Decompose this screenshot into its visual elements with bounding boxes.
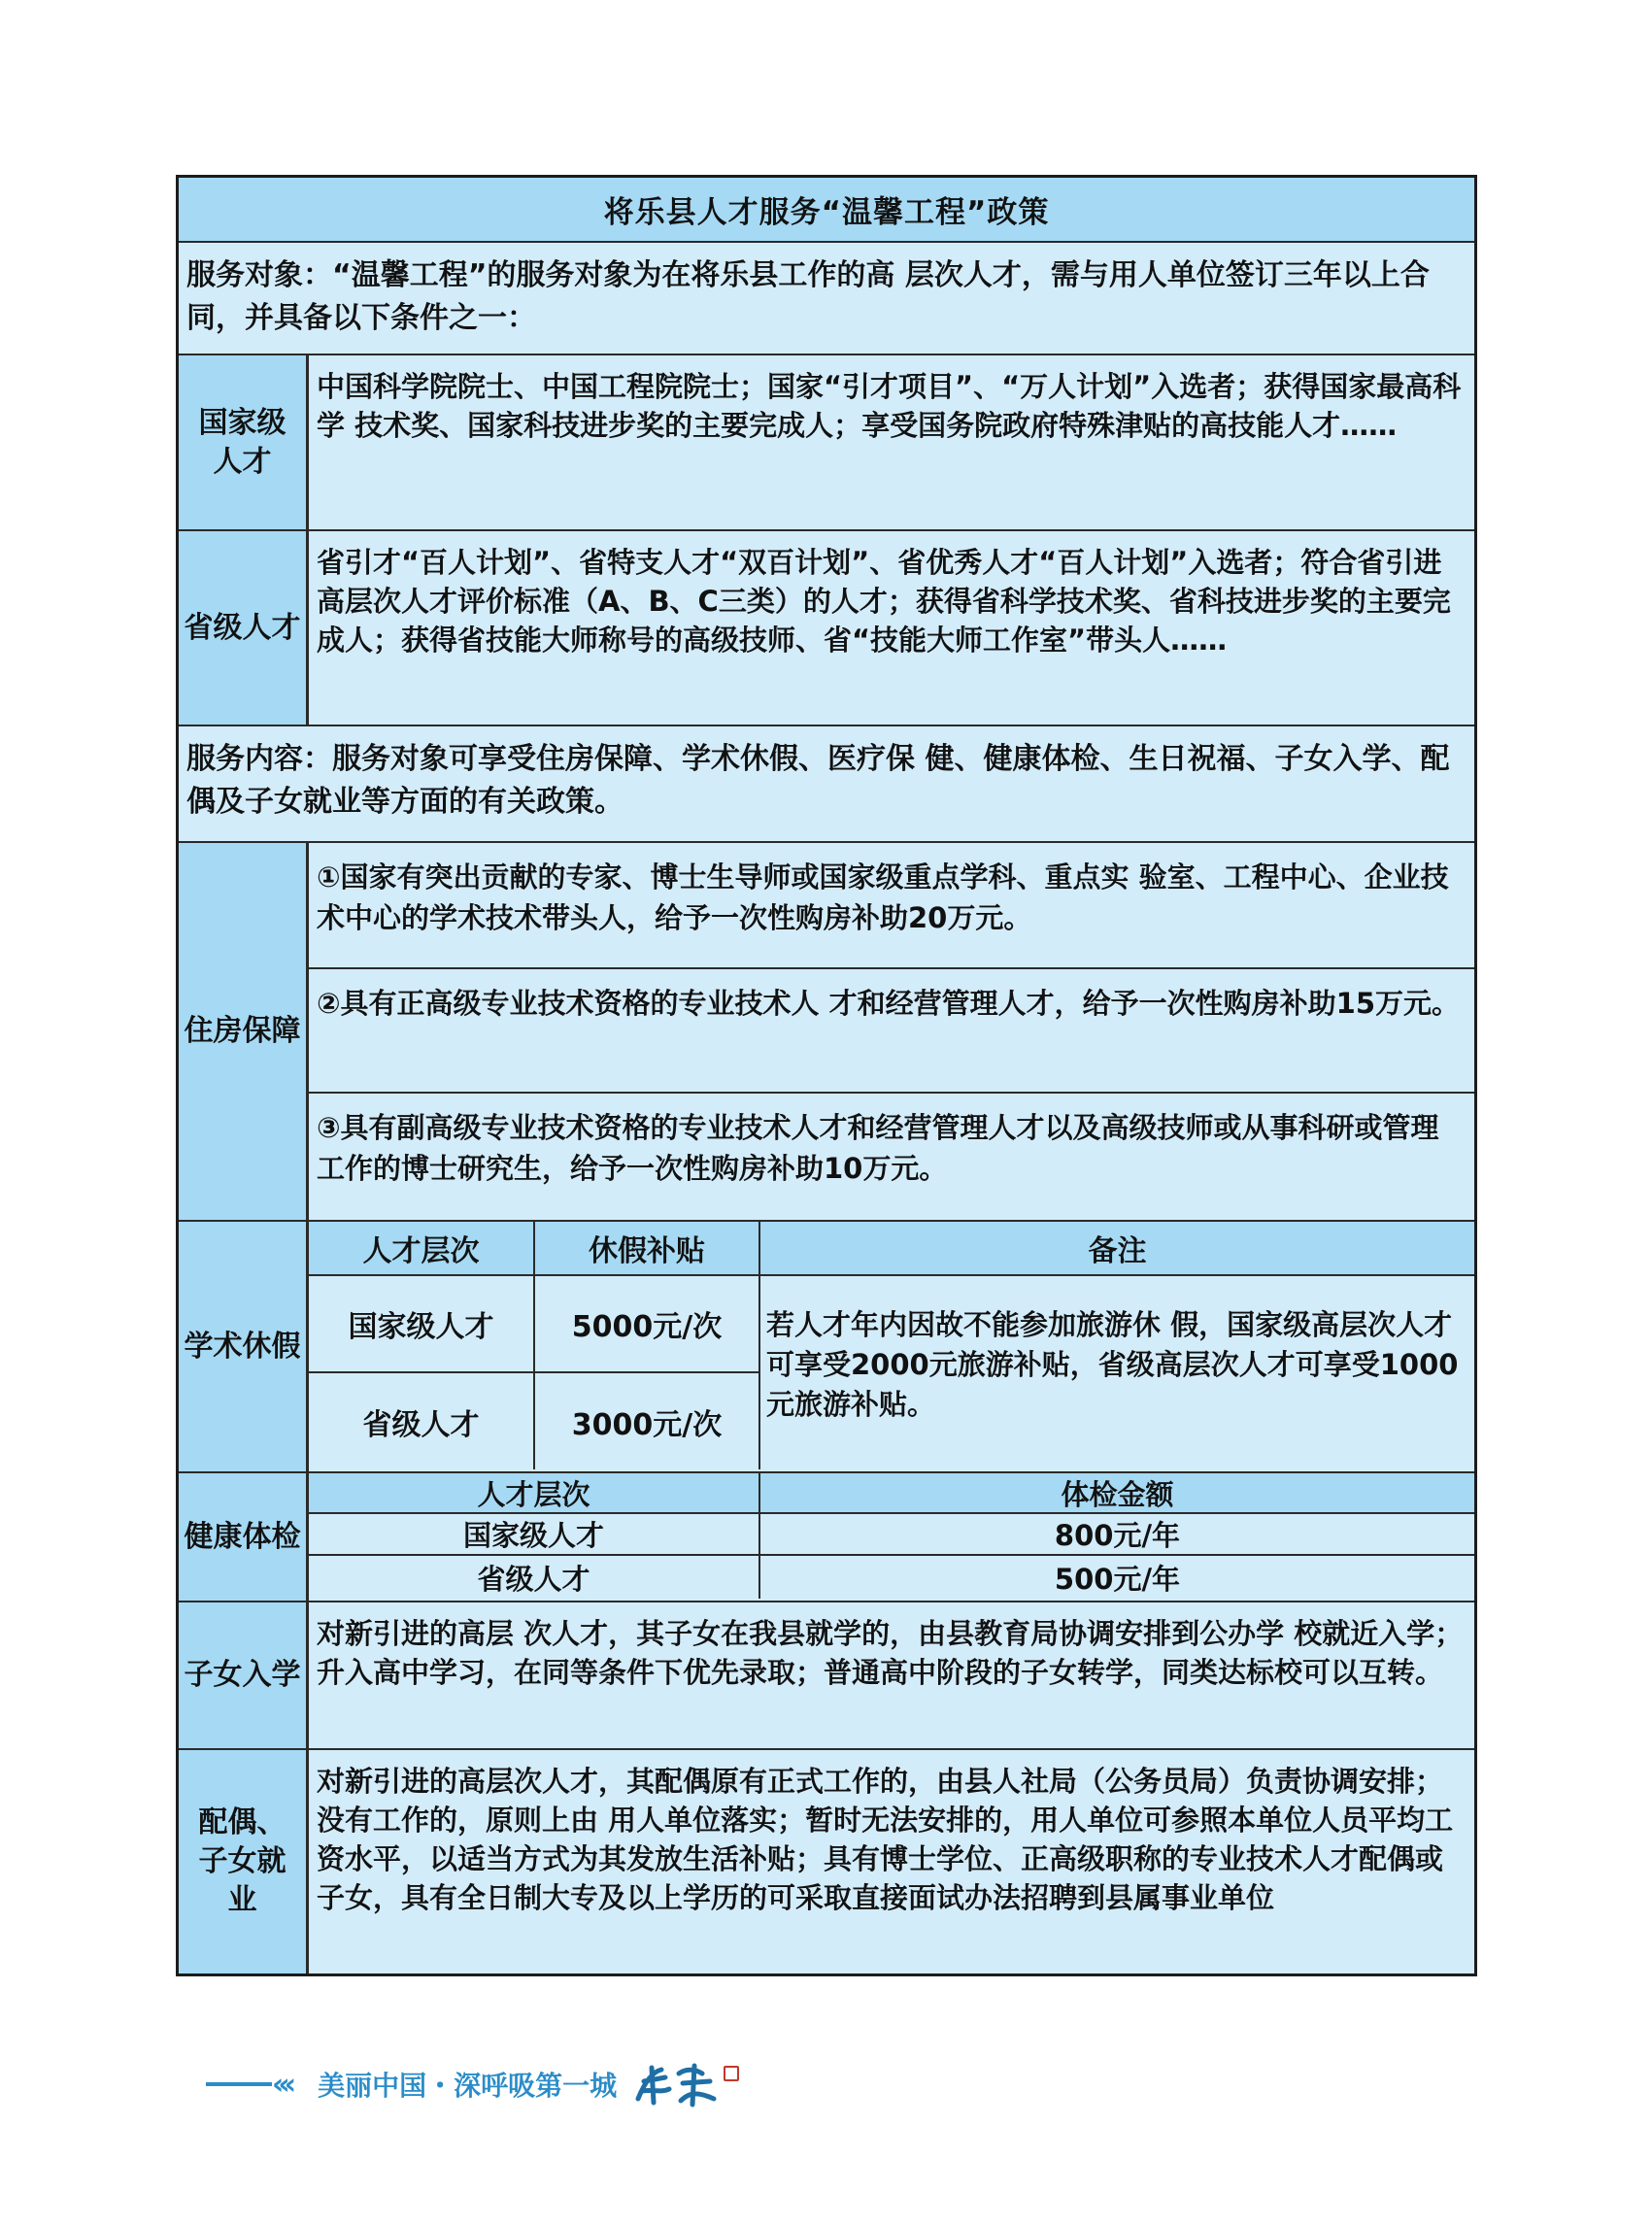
sabbatical-cell: 5000元/次	[535, 1276, 760, 1373]
children-text: 对新引进的高层 次人才，其子女在我县就学的，由县教育局协调安排到公办学 校就近入学；升入高中学习，在同等条件下优先录取；普通高中阶段的子女转学，同类达标校可以互转。	[317, 1617, 1464, 1689]
provincial-talent-label: 省级人才	[179, 531, 309, 725]
provincial-talent-row	[179, 531, 1474, 726]
sabbatical-header: 备注	[760, 1222, 1474, 1276]
footer-slogan: 美丽中国・深呼吸第一城	[318, 2070, 618, 2102]
seal-stamp-icon	[724, 2066, 739, 2081]
housing-item: ③具有副高级专业技术资格的专业技术人才和经营管理人才以及高级技师或从事科研或管理工作的博士研究生，给予一次性购房补助10万元。	[317, 1111, 1439, 1185]
policy-table	[176, 175, 1477, 1976]
housing-item: ②具有正高级专业技术资格的专业技术人 才和经营管理人才，给予一次性购房补助15万元。	[309, 969, 1474, 1094]
sabbatical-cell: 3000元/次	[535, 1373, 760, 1469]
health-label: 健康体检	[179, 1473, 309, 1601]
health-cell: 国家级人才	[309, 1514, 760, 1556]
provincial-talent-text: 省引才“百人计划”、省特支人才“双百计划”、省优秀人才“百人计划”入选者；符合省引进高层次人才评价标准（A、B、C三类）的人才；获得省科学技术奖、省科技进步奖的主要完成人；获得省技能大师称号的高级技师、省“技能大师工作室”带头人……	[317, 546, 1451, 657]
table-title: 将乐县人才服务“温馨工程”政策	[179, 178, 1474, 243]
national-talent-label: 国家级人才	[179, 355, 309, 529]
sabbatical-note: 若人才年内因故不能参加旅游休 假，国家级高层次人才可享受2000元旅游补贴，省级高层次人才可享受1000元旅游补贴。	[766, 1308, 1459, 1421]
employment-row	[179, 1750, 1474, 1973]
sabbatical-header: 休假补贴	[535, 1222, 760, 1276]
health-table	[309, 1473, 1474, 1601]
employment-text: 对新引进的高层次人才，其配偶原有正式工作的，由县人社局（公务员局）负责协调安排；没有工作的，原则上由 用人单位落实；暂时无法安排的，用人单位可参照本单位人员平均工资水平，以适当方式为其发放生活补贴；具有博士学位、正高级职称的专业技术人才配偶或子女，具有全日制大专及以上学历的可采取直接面试办法招聘到县属事业单位	[317, 1765, 1454, 1914]
sabbatical-cell: 省级人才	[309, 1373, 535, 1469]
national-talent-row	[179, 355, 1474, 531]
housing-label: 住房保障	[179, 843, 309, 1220]
sabbatical-row	[179, 1222, 1474, 1473]
health-row	[179, 1473, 1474, 1602]
health-header: 人才层次	[309, 1473, 760, 1514]
page-footer	[206, 2057, 739, 2111]
employment-label: 配偶、子女就业	[179, 1750, 309, 1973]
health-header: 体检金额	[760, 1473, 1474, 1514]
service-content: 服务内容：服务对象可享受住房保障、学术休假、医疗保 健、健康体检、生日祝福、子女入学、配偶及子女就业等方面的有关政策。	[179, 726, 1474, 843]
children-row	[179, 1602, 1474, 1750]
footer-rule	[206, 2082, 272, 2086]
sabbatical-label: 学术休假	[179, 1222, 309, 1471]
sabbatical-header: 人才层次	[309, 1222, 535, 1276]
health-cell: 800元/年	[760, 1514, 1474, 1556]
health-cell: 省级人才	[309, 1556, 760, 1599]
health-cell: 500元/年	[1054, 1562, 1181, 1596]
service-target: 服务对象：“温馨工程”的服务对象为在将乐县工作的高 层次人才，需与用人单位签订三年以上合同，并具备以下条件之一：	[179, 243, 1474, 355]
calligraphy-logo-icon	[632, 2060, 722, 2108]
children-label: 子女入学	[179, 1602, 309, 1748]
housing-item: ①国家有突出贡献的专家、博士生导师或国家级重点学科、重点实 验室、工程中心、企业技术中心的学术技术带头人，给予一次性购房补助20万元。	[309, 843, 1474, 969]
housing-row	[179, 843, 1474, 1222]
chevron-left-icon: ‹‹‹	[272, 2067, 291, 2102]
national-talent-text: 中国科学院院士、中国工程院院士；国家“引才项目”、“万人计划”入选者；获得国家最高科学 技术奖、国家科技进步奖的主要完成人；享受国务院政府特殊津贴的高技能人才……	[317, 370, 1462, 442]
sabbatical-cell: 国家级人才	[309, 1276, 535, 1373]
jiangle-logo	[632, 2060, 739, 2108]
sabbatical-table	[309, 1222, 1474, 1471]
